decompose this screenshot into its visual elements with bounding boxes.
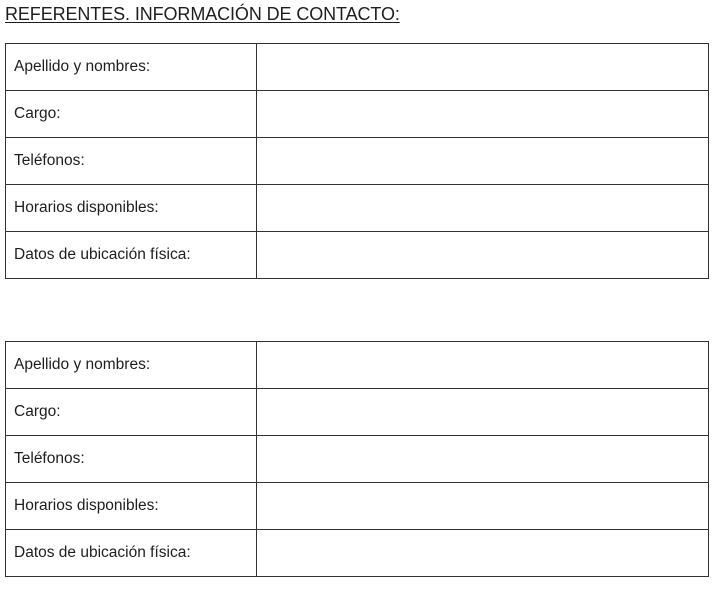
contact-table-1	[5, 43, 709, 279]
horarios-field[interactable]	[257, 483, 709, 530]
telefonos-label: Teléfonos:	[6, 436, 257, 483]
table-row	[6, 436, 709, 483]
table-row	[6, 483, 709, 530]
ubicacion-label: Datos de ubicación física:	[6, 530, 257, 577]
apellido-nombres-label: Apellido y nombres:	[6, 342, 257, 389]
apellido-nombres-label: Apellido y nombres:	[6, 44, 257, 91]
telefonos-label: Teléfonos:	[6, 138, 257, 185]
ubicacion-label: Datos de ubicación física:	[6, 232, 257, 279]
contact-table-2	[5, 341, 709, 577]
table-row	[6, 530, 709, 577]
telefonos-field[interactable]	[257, 436, 709, 483]
table-row	[6, 389, 709, 436]
page-title: REFERENTES. INFORMACIÓN DE CONTACTO:	[5, 4, 400, 24]
horarios-label: Horarios disponibles:	[6, 483, 257, 530]
apellido-nombres-field[interactable]	[257, 44, 709, 91]
apellido-nombres-field[interactable]	[257, 342, 709, 389]
telefonos-field[interactable]	[257, 138, 709, 185]
cargo-field[interactable]	[257, 91, 709, 138]
cargo-label: Cargo:	[6, 91, 257, 138]
table-row	[6, 342, 709, 389]
table-row	[6, 44, 709, 91]
cargo-field[interactable]	[257, 389, 709, 436]
horarios-label: Horarios disponibles:	[6, 185, 257, 232]
ubicacion-field[interactable]	[257, 232, 709, 279]
ubicacion-field[interactable]	[257, 530, 709, 577]
table-row	[6, 232, 709, 279]
cargo-label: Cargo:	[6, 389, 257, 436]
table-row	[6, 138, 709, 185]
horarios-field[interactable]	[257, 185, 709, 232]
table-row	[6, 91, 709, 138]
table-row	[6, 185, 709, 232]
